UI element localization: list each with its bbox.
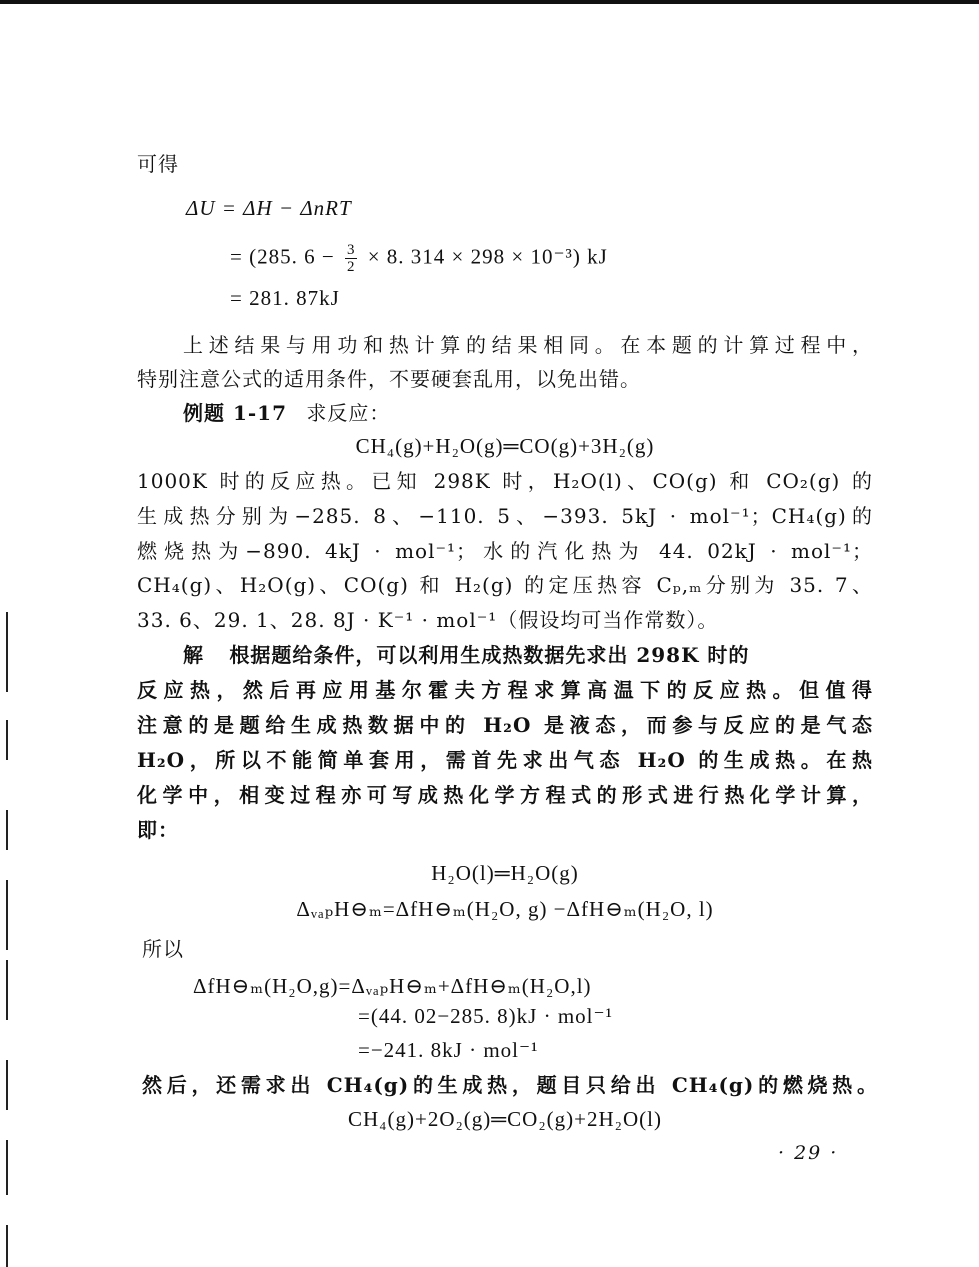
binding-edge-mark (6, 1225, 8, 1267)
fraction-numerator: 3 (346, 242, 356, 258)
binding-edge-mark (6, 1060, 8, 1110)
paragraph-line: CH₄(g)、H₂O(g)、CO(g) 和 H₂(g) 的定压热容 Cₚ,ₘ分别为 35. 7、 (137, 573, 873, 597)
paragraph-line: 生成热分别为−285. 8、−110. 5、−393. 5kJ · mol⁻¹；CH₄(g)的 (137, 504, 873, 528)
equation-line (230, 242, 608, 275)
paragraph-line: 燃烧热为−890. 4kJ · mol⁻¹；水的汽化热为 44. 02kJ · mol⁻¹； (137, 539, 873, 563)
paragraph-line: 1000K 时的反应热。已知 298K 时，H₂O(l)、CO(g) 和 CO₂(g) 的 (137, 469, 873, 493)
combustion-equation: CH₄(g)+2O₂(g)═CO₂(g)+2H₂O(l) (348, 1107, 662, 1131)
paragraph-line: 33. 6、29. 1、28. 8J · K⁻¹ · mol⁻¹（假设均可当作常数）。 (137, 608, 719, 632)
binding-edge-mark (6, 960, 8, 1020)
example-heading (183, 401, 390, 425)
reaction-equation: CH₄(g)+H₂O(g)═CO(g)+3H₂(g) (355, 434, 655, 458)
binding-edge-mark (6, 810, 8, 850)
binding-edge-mark (6, 1140, 8, 1195)
equation-line: =−241. 8kJ · mol⁻¹ (358, 1038, 539, 1062)
paragraph-line: 即： (137, 818, 179, 842)
paragraph-line: 上述结果与用功和热计算的结果相同。在本题的计算过程中， (183, 333, 873, 357)
solution-line (183, 643, 873, 667)
fraction (345, 242, 358, 275)
paragraph-line: 特别注意公式的适用条件，不要硬套乱用，以免出错。 (137, 367, 641, 391)
solution-text: 根据题给条件，可以利用生成热数据先求出 298K 时的 (229, 643, 750, 667)
equation-part: = (285. 6 − (230, 244, 335, 269)
text-line: 可得 (137, 152, 179, 176)
paragraph-line: 然后，还需求出 CH₄(g)的生成热，题目只给出 CH₄(g)的燃烧热。 (142, 1073, 878, 1097)
equation-line: ΔU = ΔH − ΔnRT (186, 196, 352, 220)
binding-edge-mark (6, 880, 8, 950)
top-rule (0, 0, 979, 4)
equation-line: = 281. 87kJ (230, 286, 340, 310)
enthalpy-equation: ΔᵥₐₚH⊖ₘ=ΔfH⊖ₘ(H₂O, g) −ΔfH⊖ₘ(H₂O, l) (296, 897, 714, 921)
paragraph-line: 反应热，然后再应用基尔霍夫方程求算高温下的反应热。但值得 (137, 678, 873, 702)
equation-line: =(44. 02−285. 8)kJ · mol⁻¹ (358, 1004, 613, 1028)
equation-part: × 8. 314 × 298 × 10⁻³) kJ (367, 244, 608, 269)
paragraph-line: 注意的是题给生成热数据中的 H₂O 是液态，而参与反应的是气态 (137, 713, 873, 737)
paragraph-line: H₂O，所以不能简单套用，需首先求出气态 H₂O 的生成热。在热 (137, 748, 873, 772)
binding-edge-mark (6, 612, 8, 692)
phase-change-equation: H₂O(l)═H₂O(g) (431, 861, 579, 885)
page-number: · 29 · (778, 1142, 839, 1164)
text-line: 所以 (142, 937, 184, 961)
binding-edge-mark (6, 720, 8, 760)
fraction-denominator: 2 (346, 259, 356, 275)
example-prompt: 求反应： (306, 401, 391, 425)
paragraph-line: 化学中，相变过程亦可写成热化学方程式的形式进行热化学计算， (137, 783, 873, 807)
example-label: 例题 1-17 (183, 401, 288, 425)
equation-line: ΔfH⊖ₘ(H₂O,g)=ΔᵥₐₚH⊖ₘ+ΔfH⊖ₘ(H₂O,l) (193, 974, 592, 998)
solution-label: 解 (183, 643, 204, 667)
